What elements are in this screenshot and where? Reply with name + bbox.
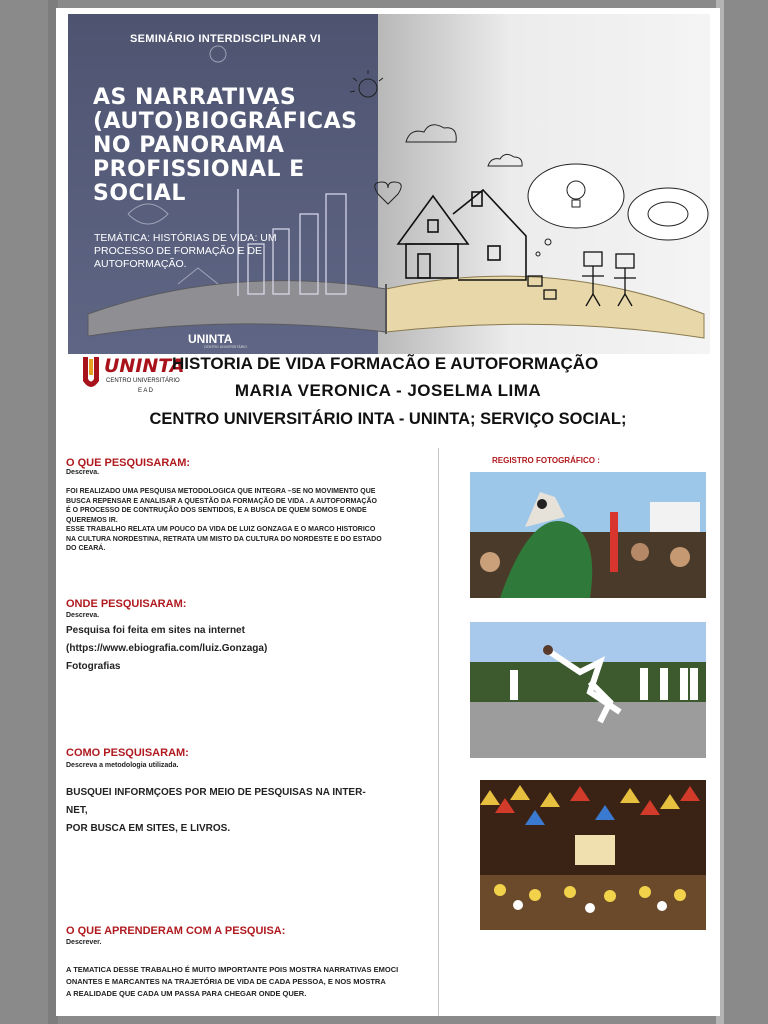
photo-festa-junina — [480, 780, 706, 930]
photo-bumba-meu-boi — [470, 472, 706, 598]
lightbulb-thought-bubble — [528, 164, 624, 228]
piggy-bank-thought-bubble — [628, 188, 708, 240]
section-what-body: FOI REALIZADO UMA PESQUISA METODOLOGICA QUE INTEGRA –SE NO MOVIMENTO QUE BUSCA REPENSAR E ANALISAR A QUESTÃO DA FORMAÇÃO DE VIDA . A AUTOFORMAÇÃO É O PROCESSO DE CONTRUÇÃO DOS SENTIDOS, E A BUSCA DE QUEM SOMOS E ONDE QUEREMOS IR. ESSE TRABALHO RELATA UM POUCO DA VIDA DE LUIZ GONZAGA E O MARCO HISTORICO NA CULTURA NORDESTINA, RETRATA UM MISTO DA CULTURA DO NORDESTE E DO ESTADO DO CEARÁ. — [66, 488, 382, 552]
banner-title — [93, 86, 363, 206]
poster-title: HISTORIA DE VIDA FORMACÃO E AUTOFORMAÇÃO — [172, 354, 599, 373]
section-learned-body: A TEMATICA DESSE TRABALHO É MUITO IMPORTANTE POIS MOSTRA NARRATIVAS EMOCI ONANTES E MARCANTES NA TRAJETÓRIA DE VIDA DE CADA PESSOA, E NOS MOSTRA A REALIDADE QUE CADA UM PASSA PARA CHEGAR ONDE QUER. — [66, 965, 399, 998]
banner-title-line: PROFISSIONAL E — [93, 157, 305, 182]
cloud-sketch — [488, 154, 522, 166]
photo-registry-label: REGISTRO FOTOGRÁFICO : — [492, 456, 600, 465]
section-where-body: Pesquisa foi feita em sites na internet (https://www.ebiografia.com/luiz.Gonzaga) Fotografias — [66, 625, 268, 672]
column-divider — [438, 448, 439, 1016]
seminar-banner — [68, 14, 710, 354]
banner-title-line: (AUTO)BIOGRÁFICAS — [93, 109, 358, 134]
section-where-desc: Descreva. — [66, 612, 100, 619]
poster-authors: MARIA VERONICA - JOSELMA LIMA — [234, 381, 542, 400]
banner-logo: UNINTA — [188, 332, 233, 346]
poster-sheet — [56, 8, 720, 1016]
banner-logo-sub: CENTRO UNIVERSITÁRIO — [204, 345, 247, 349]
logo-subtitle: CENTRO UNIVERSITÁRIO — [106, 378, 180, 384]
section-what-desc: Descreva. — [66, 469, 100, 476]
logo-ead: E A D — [138, 388, 154, 394]
cloud-sketch — [406, 125, 456, 142]
banner-title-line: AS NARRATIVAS — [93, 85, 297, 110]
heart-sketch — [375, 182, 401, 204]
photo-capoeira — [470, 622, 706, 758]
book-right-page — [386, 276, 704, 338]
house-sketch — [398, 190, 526, 280]
section-where-title: ONDE PESQUISARAM: — [66, 598, 187, 610]
section-learned-desc: Descrever. — [66, 939, 102, 946]
poster-institution: CENTRO UNIVERSITÁRIO INTA - UNINTA; SERVIÇO SOCIAL; — [149, 410, 627, 428]
section-how-title: COMO PESQUISARAM: — [66, 747, 189, 759]
section-learned-title: O QUE APRENDERAM COM A PESQUISA: — [66, 925, 286, 937]
seminar-label: SEMINÁRIO INTERDISCIPLINAR VI — [130, 33, 321, 45]
section-how-body: BUSQUEI INFORMÇOES POR MEIO DE PESQUISAS NA INTER- NET, POR BUSCA EM SITES, E LIVROS. — [66, 787, 366, 834]
book-left-page — [88, 281, 386, 336]
banner-tematica: TEMÁTICA: HISTÓRIAS DE VIDA: UM PROCESSO DE FORMAÇÃO E DE AUTOFORMAÇÃO. — [94, 232, 277, 270]
logo-name: UNINTA — [104, 355, 185, 377]
banner-title-line: NO PANORAMA — [93, 133, 285, 158]
section-how-desc: Descreva a metodologia utilizada. — [66, 762, 179, 769]
section-what-title: O QUE PESQUISARAM: — [66, 457, 191, 469]
banner-title-line: SOCIAL — [93, 181, 186, 206]
